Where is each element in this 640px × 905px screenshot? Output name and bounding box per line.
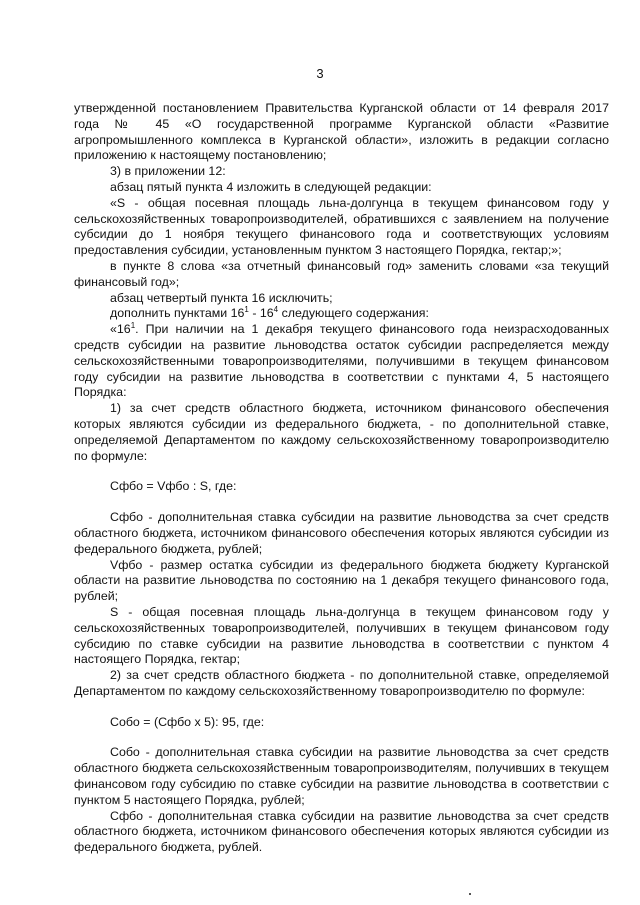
add-clauses-text-a: дополнить пунктами 16: [110, 306, 245, 321]
document-body: [74, 101, 609, 856]
spacer: [74, 464, 609, 479]
paragraph-clause-4-paragraph-5: абзац пятый пункта 4 изложить в следующей редакции:: [110, 179, 432, 194]
formula-sfbo: Сфбо = Vфбо : S, где:: [110, 479, 237, 494]
paragraph-sfbo-definition-2: Сфбо - дополнительная ставка субсидии на развитие льноводства за счет средств областного бюджета, источником финансового обеспечения которых являются субсидии из федерального бюджета, рублей.: [74, 808, 609, 855]
paragraph-item-1: 1) за счет средств областного бюджета, источником финансового обеспечения которых являются субсидии из федерального бюджета, - по дополнительной ставке, определяемой Департаментом по каждому сельскохозяйственному товаропроизводителю по формуле:: [74, 401, 609, 463]
paragraph-program-reference: утвержденной постановлением Правительства Курганской области от 14 февраля 2017 года № 45 «О государственной программе Курганской области «Развитие агропромышленного комплекса в Курганской области», изложить в редакции согласно приложению к настоящему постановлению;: [74, 101, 609, 163]
paragraph-clause-16-1: [74, 322, 609, 401]
paragraph-s-definition: S - общая посевная площадь льна-долгунца в текущем финансовом году у сельскохозяйственных товаропроизводителей, получивших в текущем финансовом году субсидию по ставке субсидии на развитие льноводства в соответствии с пунктом 4 настоящего Порядка, гектар;: [74, 604, 609, 667]
spacer: [74, 730, 609, 745]
formula-sobo: Собо = (Сфбо х 5): 95, где:: [110, 714, 265, 729]
clause-16-1-sup: 1: [130, 321, 136, 331]
paragraph-appendix-12: 3) в приложении 12:: [110, 164, 226, 179]
clause-16-1-text-b: . При наличии на 1 декабря текущего финансового года неизрасходованных средств субсидии на развитие льноводства остаток субсидии распределяется между сельскохозяйственными товаропроизводителями, получившими в текущем финансовом году субсидии на развитие льноводства в соответствии с пунктами 4, 5 настоящего Порядка:: [74, 322, 609, 400]
add-clauses-text-c: следующего содержания:: [278, 306, 429, 321]
paragraph-add-clauses: [74, 306, 609, 322]
spacer: [74, 700, 609, 715]
add-clauses-text-b: - 16: [248, 306, 274, 321]
page-number: 3: [316, 66, 324, 81]
paragraph-clause-8-change: в пункте 8 слова «за отчетный финансовый год» заменить словами «за текущий финансовый год»;: [74, 258, 609, 289]
paragraph-clause-16-remove: абзац четвертый пункта 16 исключить;: [110, 290, 333, 305]
add-clauses-sup-2: 4: [273, 305, 279, 315]
add-clauses-sup-1: 1: [244, 305, 249, 315]
paragraph-s-definition-new: «S - общая посевная площадь льна-долгунца в текущем финансовом году у сельскохозяйственных товаропроизводителей, обратившихся с заявлением на получение субсидии до 1 ноября текущего финансового года и соответствующих условиям предоставления субсидии, установленным пунктом 3 настоящего Порядка, гектар;»;: [74, 195, 609, 258]
clause-16-1-text-a: «16: [110, 322, 131, 337]
paragraph-item-2: 2) за счет средств областного бюджета - по дополнительной ставке, определяемой Департаментом по каждому сельскохозяйственному товаропроизводителю по формуле:: [74, 668, 609, 698]
paragraph-vfbo-definition: Vфбо - размер остатка субсидии из федерального бюджета бюджету Курганской области на развитие льноводства по состоянию на 1 декабря текущего финансового года, рублей;: [74, 557, 609, 604]
paragraph-sfbo-definition: Сфбо - дополнительная ставка субсидии на развитие льноводства за счет средств областного бюджета, источником финансового обеспечения которых являются субсидии из федерального бюджета, рублей;: [74, 510, 609, 556]
scan-speck: [469, 893, 471, 895]
spacer: [74, 495, 609, 510]
paragraph-sobo-definition: Собо - дополнительная ставка субсидии на развитие льноводства за счет средств областного бюджета сельскохозяйственным товаропроизводителям, получивших в текущем финансовом году субсидию по ставке субсидии на развитие льноводства в соответствии с пунктом 5 настоящего Порядка, рублей;: [74, 745, 609, 807]
